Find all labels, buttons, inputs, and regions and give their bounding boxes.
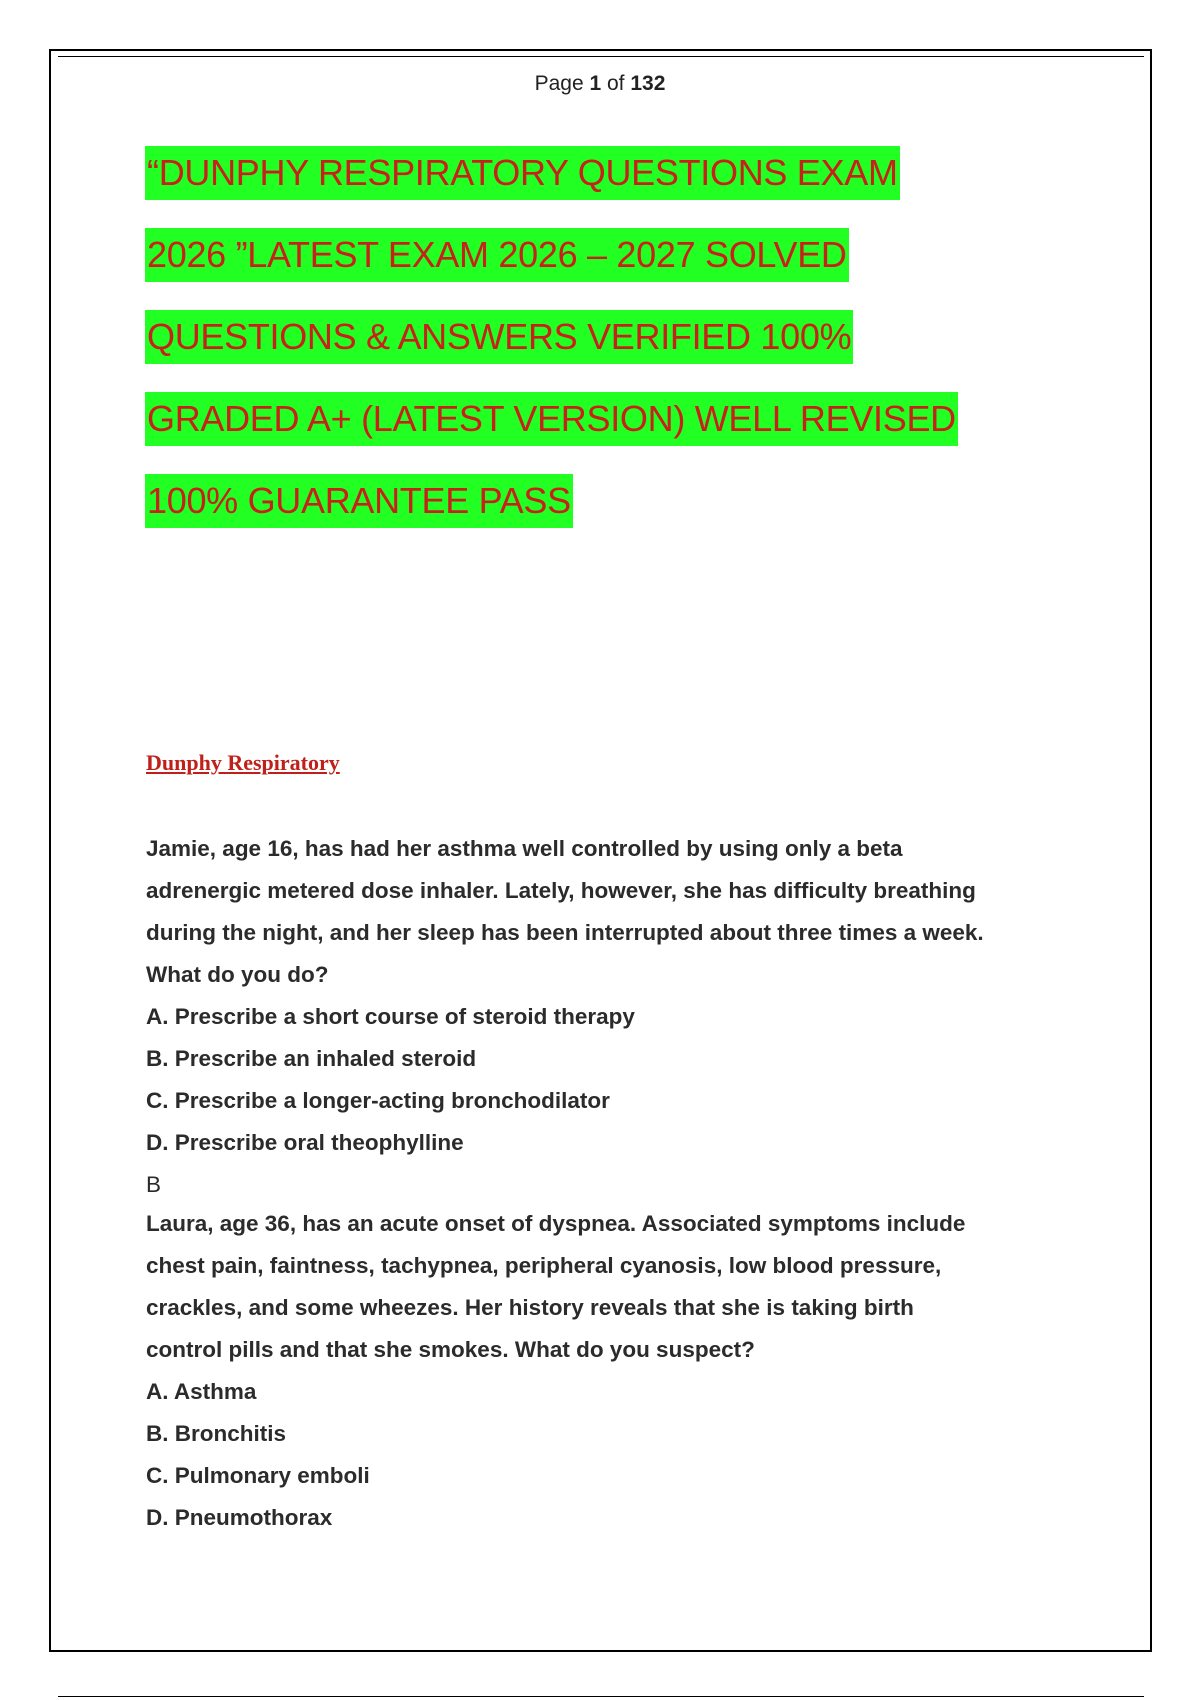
document-title (145, 146, 1045, 556)
option-a: A. Asthma (146, 1379, 257, 1404)
option-c: C. Pulmonary emboli (146, 1463, 370, 1488)
question-stem-line: adrenergic metered dose inhaler. Lately, however, she has difficulty breathing (146, 878, 976, 903)
option-c: C. Prescribe a longer-acting bronchodilator (146, 1088, 610, 1113)
page-label: Page (534, 72, 584, 95)
bottom-rule (58, 1696, 1144, 1697)
question-stem-line: control pills and that she smokes. What do you suspect? (146, 1337, 755, 1362)
title-line (145, 474, 1045, 556)
option-b: B. Bronchitis (146, 1421, 287, 1446)
question-2 (146, 1203, 1066, 1539)
option-d: D. Prescribe oral theophylline (146, 1130, 464, 1155)
title-text: GRADED A+ (LATEST VERSION) WELL REVISED (145, 392, 958, 446)
option-b: B. Prescribe an inhaled steroid (146, 1046, 477, 1071)
question-stem-line: Jamie, age 16, has had her asthma well controlled by using only a beta (146, 836, 903, 861)
title-text: 100% GUARANTEE PASS (145, 474, 573, 528)
page-total: 132 (630, 72, 666, 95)
question-stem-line: crackles, and some wheezes. Her history reveals that she is taking birth (146, 1295, 914, 1320)
title-text: QUESTIONS & ANSWERS VERIFIED 100% (145, 310, 853, 364)
title-line (145, 310, 1045, 392)
title-line (145, 228, 1045, 310)
question-stem-line: What do you do? (146, 962, 329, 987)
title-line (145, 392, 1045, 474)
title-text: 2026 ”LATEST EXAM 2026 – 2027 SOLVED (145, 228, 849, 282)
section-heading: Dunphy Respiratory (146, 750, 340, 775)
question-stem-line: chest pain, faintness, tachypnea, peripheral cyanosis, low blood pressure, (146, 1253, 942, 1278)
title-line (145, 146, 1045, 228)
page-number (0, 72, 1200, 96)
question-stem-line: during the night, and her sleep has been interrupted about three times a week. (146, 920, 984, 945)
option-a: A. Prescribe a short course of steroid therapy (146, 1004, 635, 1029)
page-current: 1 (589, 72, 602, 95)
answer: B (146, 1172, 162, 1197)
title-text: “DUNPHY RESPIRATORY QUESTIONS EXAM (145, 146, 900, 200)
question-1 (146, 828, 1066, 1206)
page-of: of (607, 72, 625, 95)
option-d: D. Pneumothorax (146, 1505, 333, 1530)
question-stem-line: Laura, age 36, has an acute onset of dyspnea. Associated symptoms include (146, 1211, 966, 1236)
